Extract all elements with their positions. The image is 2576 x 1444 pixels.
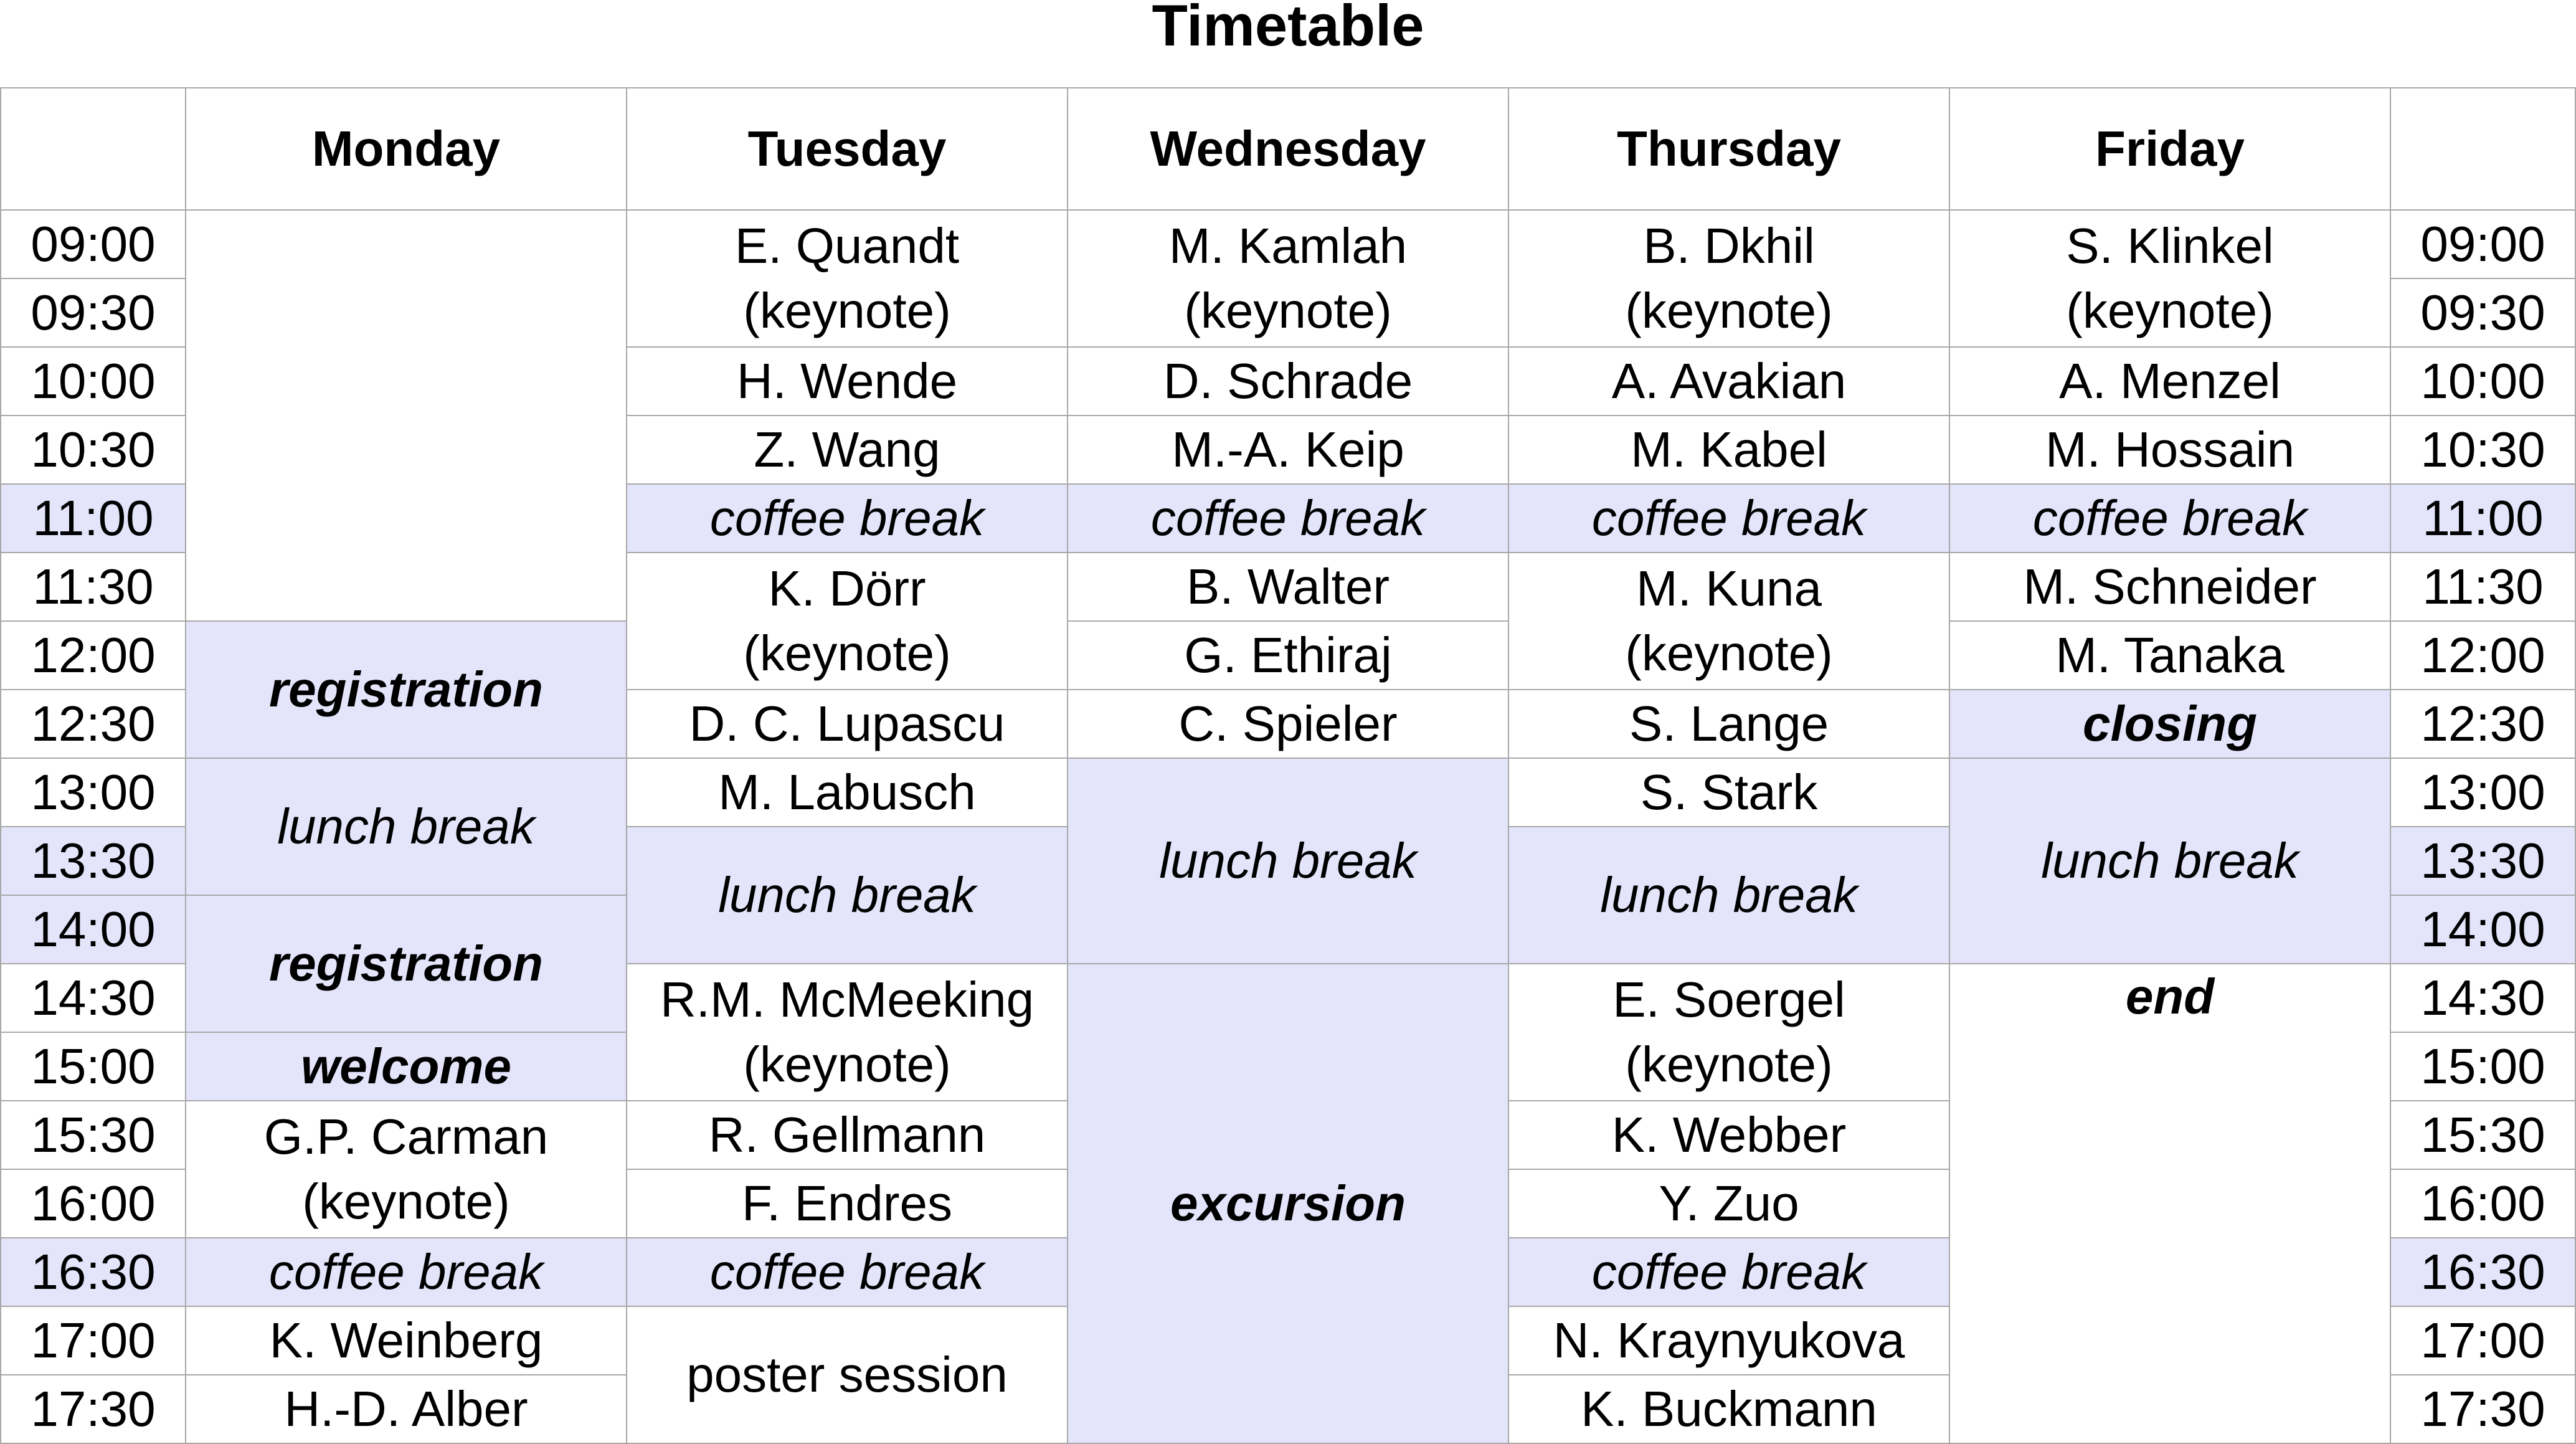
coffee-break-cell: coffee break bbox=[1068, 484, 1508, 553]
session-cell: Y. Zuo bbox=[1508, 1169, 1949, 1238]
time-label: 11:00 bbox=[1, 484, 186, 553]
coffee-break-cell: coffee break bbox=[1508, 484, 1949, 553]
keynote-label: (keynote) bbox=[1625, 625, 1833, 681]
coffee-break-cell: coffee break bbox=[627, 484, 1068, 553]
time-label: 12:30 bbox=[1, 690, 186, 758]
time-label: 15:00 bbox=[2390, 1032, 2575, 1101]
timetable-row bbox=[1, 758, 2575, 827]
time-label: 15:30 bbox=[1, 1101, 186, 1169]
session-cell: D. C. Lupascu bbox=[627, 690, 1068, 758]
session-cell: S. Stark bbox=[1508, 758, 1949, 827]
time-label: 17:00 bbox=[1, 1306, 186, 1375]
keynote-label: (keynote) bbox=[1625, 1037, 1833, 1092]
session-cell: K. Buckmann bbox=[1508, 1375, 1949, 1443]
time-label: 10:00 bbox=[1, 347, 186, 416]
session-cell: M. Hossain bbox=[1949, 416, 2390, 484]
poster-session-cell: poster session bbox=[627, 1306, 1068, 1443]
session-cell: H. Wende bbox=[627, 347, 1068, 416]
day-header-tuesday: Tuesday bbox=[627, 88, 1068, 210]
time-label: 10:30 bbox=[1, 416, 186, 484]
keynote-label: (keynote) bbox=[743, 283, 951, 338]
time-label: 13:30 bbox=[2390, 827, 2575, 895]
time-label: 14:30 bbox=[2390, 964, 2575, 1032]
lunch-break-cell: lunch break bbox=[627, 827, 1068, 964]
session-cell: A. Avakian bbox=[1508, 347, 1949, 416]
lunch-break-cell: lunch break bbox=[1068, 758, 1508, 964]
time-label: 13:00 bbox=[1, 758, 186, 827]
time-label: 11:30 bbox=[1, 553, 186, 621]
registration-cell: registration bbox=[186, 895, 627, 1032]
time-label: 15:00 bbox=[1, 1032, 186, 1101]
lunch-break-cell: lunch break bbox=[1949, 758, 2390, 964]
session-cell: M. Kabel bbox=[1508, 416, 1949, 484]
session-cell: B. Walter bbox=[1068, 553, 1508, 621]
speaker-name: S. Klinkel bbox=[2066, 218, 2274, 273]
page-title: Timetable bbox=[1152, 0, 1424, 58]
time-label: 13:30 bbox=[1, 827, 186, 895]
time-label: 12:30 bbox=[2390, 690, 2575, 758]
coffee-break-cell: coffee break bbox=[1949, 484, 2390, 553]
speaker-name: R.M. McMeeking bbox=[660, 972, 1035, 1027]
speaker-name: E. Soergel bbox=[1612, 972, 1845, 1027]
keynote-label: (keynote) bbox=[1625, 283, 1833, 338]
time-label: 14:00 bbox=[1, 895, 186, 964]
monday-empty-slot bbox=[186, 210, 627, 621]
welcome-cell: welcome bbox=[186, 1032, 627, 1101]
time-label: 09:00 bbox=[1, 210, 186, 278]
coffee-break-cell: coffee break bbox=[186, 1238, 627, 1306]
excursion-cell: excursion bbox=[1068, 964, 1508, 1443]
time-label: 10:30 bbox=[2390, 416, 2575, 484]
closing-cell: closing bbox=[1949, 690, 2390, 758]
coffee-break-cell: coffee break bbox=[1508, 1238, 1949, 1306]
speaker-name: G.P. Carman bbox=[263, 1109, 549, 1164]
speaker-name: M. Kamlah bbox=[1168, 218, 1408, 273]
day-header-thursday: Thursday bbox=[1508, 88, 1949, 210]
timetable-row bbox=[1, 210, 2575, 278]
session-cell: Z. Wang bbox=[627, 416, 1068, 484]
speaker-name: M. Kuna bbox=[1636, 561, 1822, 616]
session-cell bbox=[1068, 210, 1508, 347]
day-header-monday: Monday bbox=[186, 88, 627, 210]
session-cell bbox=[186, 1101, 627, 1238]
day-header-friday: Friday bbox=[1949, 88, 2390, 210]
lunch-break-cell: lunch break bbox=[1508, 827, 1949, 964]
speaker-name: B. Dkhil bbox=[1643, 218, 1815, 273]
timetable bbox=[0, 87, 2576, 1444]
time-label: 15:30 bbox=[2390, 1101, 2575, 1169]
time-label: 09:00 bbox=[2390, 210, 2575, 278]
keynote-label: (keynote) bbox=[302, 1174, 510, 1229]
session-cell bbox=[1508, 210, 1949, 347]
session-cell: N. Kraynyukova bbox=[1508, 1306, 1949, 1375]
time-label: 13:00 bbox=[2390, 758, 2575, 827]
session-cell: C. Spieler bbox=[1068, 690, 1508, 758]
coffee-break-cell: coffee break bbox=[627, 1238, 1068, 1306]
session-cell bbox=[627, 553, 1068, 690]
speaker-name: E. Quandt bbox=[734, 218, 960, 273]
time-label: 14:00 bbox=[2390, 895, 2575, 964]
keynote-label: (keynote) bbox=[743, 1037, 951, 1092]
time-label: 16:30 bbox=[1, 1238, 186, 1306]
session-cell bbox=[627, 210, 1068, 347]
timetable-row bbox=[1, 621, 2575, 690]
session-cell: A. Menzel bbox=[1949, 347, 2390, 416]
time-label: 11:00 bbox=[2390, 484, 2575, 553]
time-label: 16:00 bbox=[2390, 1169, 2575, 1238]
session-cell: G. Ethiraj bbox=[1068, 621, 1508, 690]
day-header-wednesday: Wednesday bbox=[1068, 88, 1508, 210]
time-label: 17:30 bbox=[2390, 1375, 2575, 1443]
session-cell: M.-A. Keip bbox=[1068, 416, 1508, 484]
time-label: 16:30 bbox=[2390, 1238, 2575, 1306]
time-label: 12:00 bbox=[1, 621, 186, 690]
time-label: 11:30 bbox=[2390, 553, 2575, 621]
time-label: 09:30 bbox=[2390, 278, 2575, 347]
keynote-label: (keynote) bbox=[2066, 283, 2274, 338]
end-cell: end bbox=[1949, 964, 2390, 1443]
session-cell: H.-D. Alber bbox=[186, 1375, 627, 1443]
session-cell: M. Schneider bbox=[1949, 553, 2390, 621]
session-cell bbox=[1949, 210, 2390, 347]
lunch-break-cell: lunch break bbox=[186, 758, 627, 895]
time-label: 12:00 bbox=[2390, 621, 2575, 690]
registration-cell: registration bbox=[186, 621, 627, 758]
session-cell: M. Tanaka bbox=[1949, 621, 2390, 690]
time-label: 17:00 bbox=[2390, 1306, 2575, 1375]
time-label: 09:30 bbox=[1, 278, 186, 347]
time-label: 17:30 bbox=[1, 1375, 186, 1443]
session-cell: R. Gellmann bbox=[627, 1101, 1068, 1169]
session-cell: S. Lange bbox=[1508, 690, 1949, 758]
session-cell: D. Schrade bbox=[1068, 347, 1508, 416]
session-cell bbox=[1508, 553, 1949, 690]
header-row bbox=[1, 88, 2575, 210]
session-cell: K. Weinberg bbox=[186, 1306, 627, 1375]
session-cell bbox=[1508, 964, 1949, 1101]
keynote-label: (keynote) bbox=[743, 625, 951, 681]
speaker-name: K. Dörr bbox=[768, 561, 926, 616]
time-label: 10:00 bbox=[2390, 347, 2575, 416]
session-cell: F. Endres bbox=[627, 1169, 1068, 1238]
keynote-label: (keynote) bbox=[1184, 283, 1392, 338]
session-cell: K. Webber bbox=[1508, 1101, 1949, 1169]
time-label: 14:30 bbox=[1, 964, 186, 1032]
time-label: 16:00 bbox=[1, 1169, 186, 1238]
header-corner-left bbox=[1, 88, 186, 210]
session-cell bbox=[627, 964, 1068, 1101]
session-cell: M. Labusch bbox=[627, 758, 1068, 827]
header-corner-right bbox=[2390, 88, 2575, 210]
